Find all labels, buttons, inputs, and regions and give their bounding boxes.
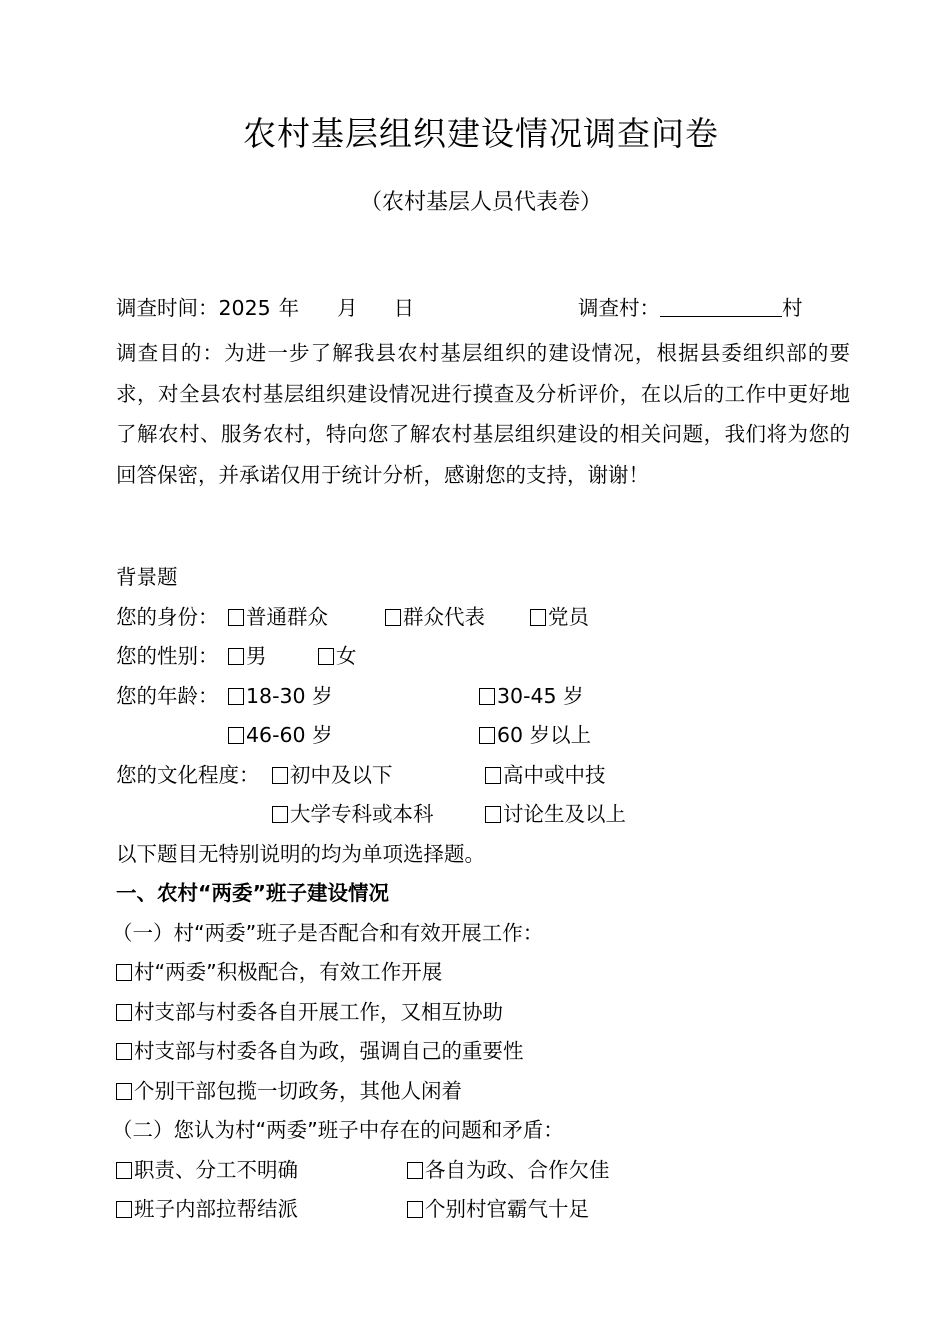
checkbox-icon[interactable] [272, 767, 288, 784]
q2-option-1[interactable]: 各自为政、合作欠佳 [407, 1157, 610, 1183]
checkbox-icon[interactable] [272, 806, 288, 823]
checkbox-icon[interactable] [407, 1201, 423, 1218]
checkbox-icon[interactable] [228, 648, 244, 665]
q2-option-0[interactable]: 职责、分工不明确 [116, 1157, 298, 1183]
gender-option-0[interactable]: 男 [228, 643, 267, 669]
page-title: 农村基层组织建设情况调查问卷 [243, 114, 719, 153]
identity-option-1[interactable]: 群众代表 [385, 604, 485, 630]
identity-row [116, 604, 219, 630]
checkbox-icon[interactable] [485, 806, 501, 823]
checkbox-icon[interactable] [116, 1004, 132, 1021]
checkbox-icon[interactable] [318, 648, 334, 665]
survey-purpose: 调查目的：为进一步了解我县农村基层组织的建设情况，根据县委组织部的要求，对全县农村基层组织建设情况进行摸查及分析评价，在以后的工作中更好地了解农村、服务农村，特向您了解农村基层组织建设的相关问题，我们将为您的回答保密，并承诺仅用于统计分析，感谢您的支持，谢谢！ [116, 341, 850, 487]
checkbox-icon[interactable] [116, 1043, 132, 1060]
checkbox-icon[interactable] [116, 964, 132, 981]
gender-option-1[interactable]: 女 [318, 643, 357, 669]
age-label: 您的年龄： [116, 684, 219, 708]
q2-option-2[interactable]: 班子内部拉帮结派 [116, 1196, 298, 1222]
q1-option-0[interactable]: 村“两委”积极配合，有效工作开展 [116, 959, 442, 985]
checkbox-icon[interactable] [485, 767, 501, 784]
age-option-0[interactable]: 18-30 岁 [228, 683, 333, 709]
q2-option-3[interactable]: 个别村官霸气十足 [407, 1196, 589, 1222]
survey-time-row [116, 295, 414, 321]
survey-village-row [578, 295, 803, 321]
age-option-3[interactable]: 60 岁以上 [479, 722, 591, 748]
checkbox-icon[interactable] [407, 1162, 423, 1179]
checkbox-icon[interactable] [228, 688, 244, 705]
checkbox-icon[interactable] [479, 727, 495, 744]
village-unit: 村 [782, 296, 803, 320]
page-subtitle: （农村基层人员代表卷） [359, 190, 602, 215]
section-heading: 一、农村“两委”班子建设情况 [116, 881, 389, 905]
q1-option-3[interactable]: 个别干部包揽一切政务，其他人闲着 [116, 1078, 462, 1104]
question-2: （二）您认为村“两委”班子中存在的问题和矛盾： [112, 1118, 564, 1142]
checkbox-icon[interactable] [385, 609, 401, 626]
day-unit: 日 [393, 296, 415, 320]
q1-option-1[interactable]: 村支部与村委各自开展工作，又相互协助 [116, 999, 503, 1025]
checkbox-icon[interactable] [228, 609, 244, 626]
identity-option-0[interactable]: 普通群众 [228, 604, 328, 630]
checkbox-icon[interactable] [116, 1201, 132, 1218]
survey-time-label: 调查时间： [116, 296, 219, 320]
background-heading: 背景题 [116, 565, 178, 589]
q1-option-2[interactable]: 村支部与村委各自为政，强调自己的重要性 [116, 1038, 524, 1064]
age-option-2[interactable]: 46-60 岁 [228, 722, 333, 748]
checkbox-icon[interactable] [116, 1083, 132, 1100]
village-name-field[interactable] [660, 296, 782, 317]
instruction-note: 以下题目无特别说明的均为单项选择题。 [116, 842, 485, 866]
education-option-1[interactable]: 高中或中技 [485, 762, 606, 788]
year-unit: 年 [278, 296, 300, 320]
month-unit: 月 [337, 296, 358, 320]
education-option-2[interactable]: 大学专科或本科 [272, 801, 434, 827]
survey-village-label: 调查村： [578, 296, 660, 320]
checkbox-icon[interactable] [116, 1162, 132, 1179]
checkbox-icon[interactable] [479, 688, 495, 705]
survey-year[interactable]: 2025 [218, 296, 271, 320]
identity-option-2[interactable]: 党员 [530, 604, 589, 630]
question-1: （一）村“两委”班子是否配合和有效开展工作： [112, 921, 544, 945]
education-label: 您的文化程度： [116, 763, 260, 787]
checkbox-icon[interactable] [228, 727, 244, 744]
education-option-0[interactable]: 初中及以下 [272, 762, 393, 788]
identity-label: 您的身份： [116, 605, 219, 629]
education-option-3[interactable]: 讨论生及以上 [485, 801, 626, 827]
gender-label: 您的性别： [116, 644, 219, 668]
checkbox-icon[interactable] [530, 609, 546, 626]
age-option-1[interactable]: 30-45 岁 [479, 683, 584, 709]
